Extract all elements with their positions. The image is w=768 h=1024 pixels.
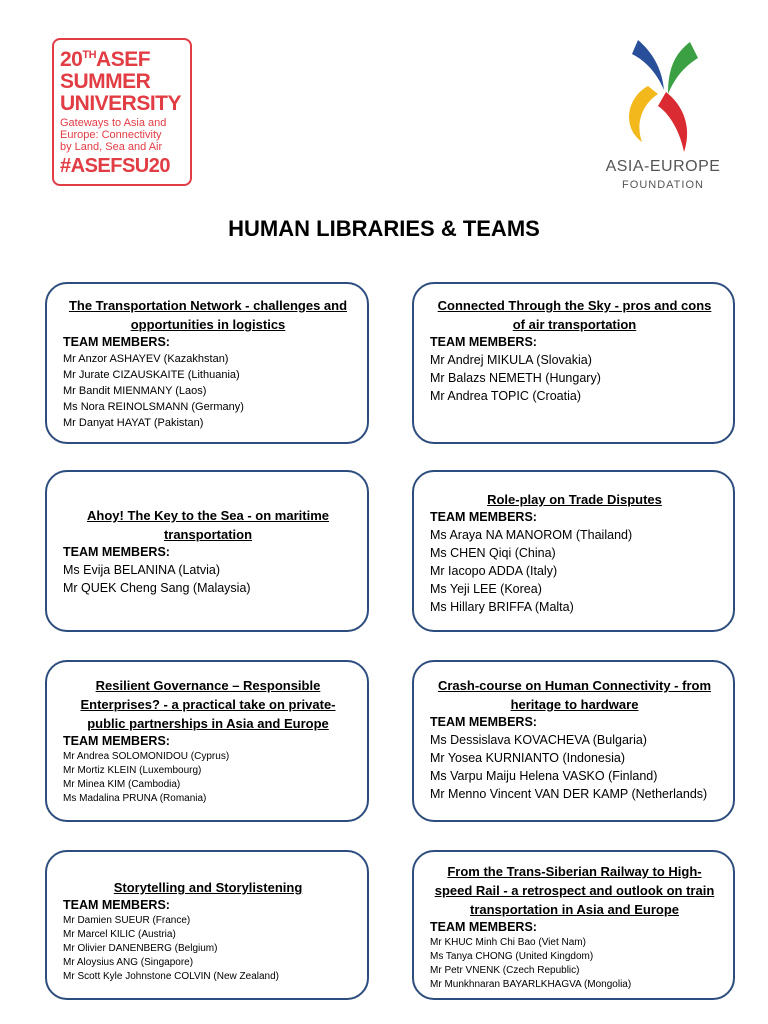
team-member: Mr Bandit MIENMANY (Laos): [63, 385, 207, 397]
team-member: Ms Araya NA MANOROM (Thailand): [430, 528, 633, 542]
team-card-trade-disputes: [412, 470, 735, 632]
team-members-label: TEAM MEMBERS:: [430, 335, 537, 349]
card-title: Connected Through the Sky - pros and cons of air transportation: [437, 298, 712, 332]
team-member: Mr Danyat HAYAT (Pakistan): [63, 417, 204, 429]
team-member: Ms Tanya CHONG (United Kingdom): [430, 951, 594, 962]
foundation-name: ASIA-EUROPE: [605, 158, 721, 175]
team-members-label: TEAM MEMBERS:: [63, 898, 170, 912]
team-member: Mr Menno Vincent VAN DER KAMP (Netherlands): [430, 787, 708, 801]
card-title: Ahoy! The Key to the Sea - on maritime transportation: [87, 508, 329, 542]
team-member: Ms Evija BELANINA (Latvia): [63, 563, 220, 577]
card-title: Storytelling and Storylistening: [113, 880, 303, 895]
team-member: Mr Andrea SOLOMONIDOU (Cyprus): [63, 751, 230, 762]
page-title: HUMAN LIBRARIES & TEAMS: [228, 216, 540, 241]
team-member: Mr Olivier DANENBERG (Belgium): [63, 943, 218, 954]
card-title: Role-play on Trade Disputes: [487, 492, 662, 507]
asia-europe-foundation-logo: [596, 36, 730, 196]
team-member: Mr Yosea KURNIANTO (Indonesia): [430, 751, 625, 765]
team-member: Mr Andrej MIKULA (Slovakia): [430, 353, 592, 367]
team-members-label: TEAM MEMBERS:: [430, 920, 537, 934]
team-member: Mr Iacopo ADDA (Italy): [430, 564, 558, 578]
logo-subtitle-3: by Land, Sea and Air: [60, 141, 163, 153]
team-member: Mr QUEK Cheng Sang (Malaysia): [63, 581, 251, 595]
logo-hashtag: #ASEFSU20: [60, 155, 170, 177]
team-members-label: TEAM MEMBERS:: [63, 734, 170, 748]
team-member: Mr Marcel KILIC (Austria): [63, 929, 176, 940]
team-card-resilient-governance: [45, 660, 369, 822]
team-card-human-connectivity: [412, 660, 735, 822]
team-members-label: TEAM MEMBERS:: [63, 335, 170, 349]
logo-subtitle-1: Gateways to Asia and: [60, 117, 167, 129]
team-card-storytelling: [45, 850, 369, 1000]
team-member: Ms Hillary BRIFFA (Malta): [430, 600, 574, 614]
team-member: Mr Andrea TOPIC (Croatia): [430, 389, 581, 403]
team-member: Mr Aloysius ANG (Singapore): [63, 957, 194, 968]
asef-summer-university-logo: [52, 38, 192, 186]
team-member: Ms Varpu Maiju Helena VASKO (Finland): [430, 769, 658, 783]
team-member: Mr Scott Kyle Johnstone COLVIN (New Zealand): [63, 971, 280, 982]
logo-line-3: UNIVERSITY: [60, 92, 182, 115]
team-member: Mr Damien SUEUR (France): [63, 915, 191, 926]
team-members-label: TEAM MEMBERS:: [430, 715, 537, 729]
team-card-transportation-network: [45, 282, 369, 444]
team-member: Mr KHUC Minh Chi Bao (Viet Nam): [430, 937, 586, 948]
card-title: Resilient Governance – Responsible Enterprises? - a practical take on private-public partnerships in Asia and Europe: [80, 678, 336, 731]
team-member: Mr Balazs NEMETH (Hungary): [430, 371, 601, 385]
team-member: Mr Minea KIM (Cambodia): [63, 779, 181, 790]
team-card-connected-through-sky: [412, 282, 735, 444]
foundation-subtitle: FOUNDATION: [622, 179, 704, 191]
team-card-key-to-the-sea: [45, 470, 369, 632]
team-member: Ms Yeji LEE (Korea): [430, 582, 542, 596]
team-member: Ms Nora REINOLSMANN (Germany): [63, 401, 244, 413]
logo-line-2: SUMMER: [60, 70, 151, 93]
team-member: Mr Mortiz KLEIN (Luxembourg): [63, 765, 202, 776]
card-title: From the Trans-Siberian Railway to High-speed Rail - a retrospect and outlook on train transportation in Asia and Europe: [434, 864, 715, 917]
team-card-trans-siberian-railway: [412, 850, 735, 1000]
team-member: Mr Jurate CIZAUSKAITE (Lithuania): [63, 369, 240, 381]
team-member: Mr Anzor ASHAYEV (Kazakhstan): [63, 353, 229, 365]
team-member: Ms CHEN Qiqi (China): [430, 546, 556, 560]
asef-emblem-icon: [618, 36, 708, 154]
card-title: Crash-course on Human Connectivity - from heritage to hardware: [437, 678, 712, 712]
card-title: The Transportation Network - challenges and opportunities in logistics: [68, 298, 348, 332]
team-member: Mr Petr VNENK (Czech Republic): [430, 965, 580, 976]
team-member: Ms Dessislava KOVACHEVA (Bulgaria): [430, 733, 647, 747]
team-member: Mr Munkhnaran BAYARLKHAGVA (Mongolia): [430, 979, 632, 990]
logo-line-1: 20THASEF: [60, 48, 151, 71]
logo-subtitle-2: Europe: Connectivity: [60, 129, 162, 141]
team-member: Ms Madalina PRUNA (Romania): [63, 793, 207, 804]
team-members-label: TEAM MEMBERS:: [63, 545, 170, 559]
team-members-label: TEAM MEMBERS:: [430, 510, 537, 524]
